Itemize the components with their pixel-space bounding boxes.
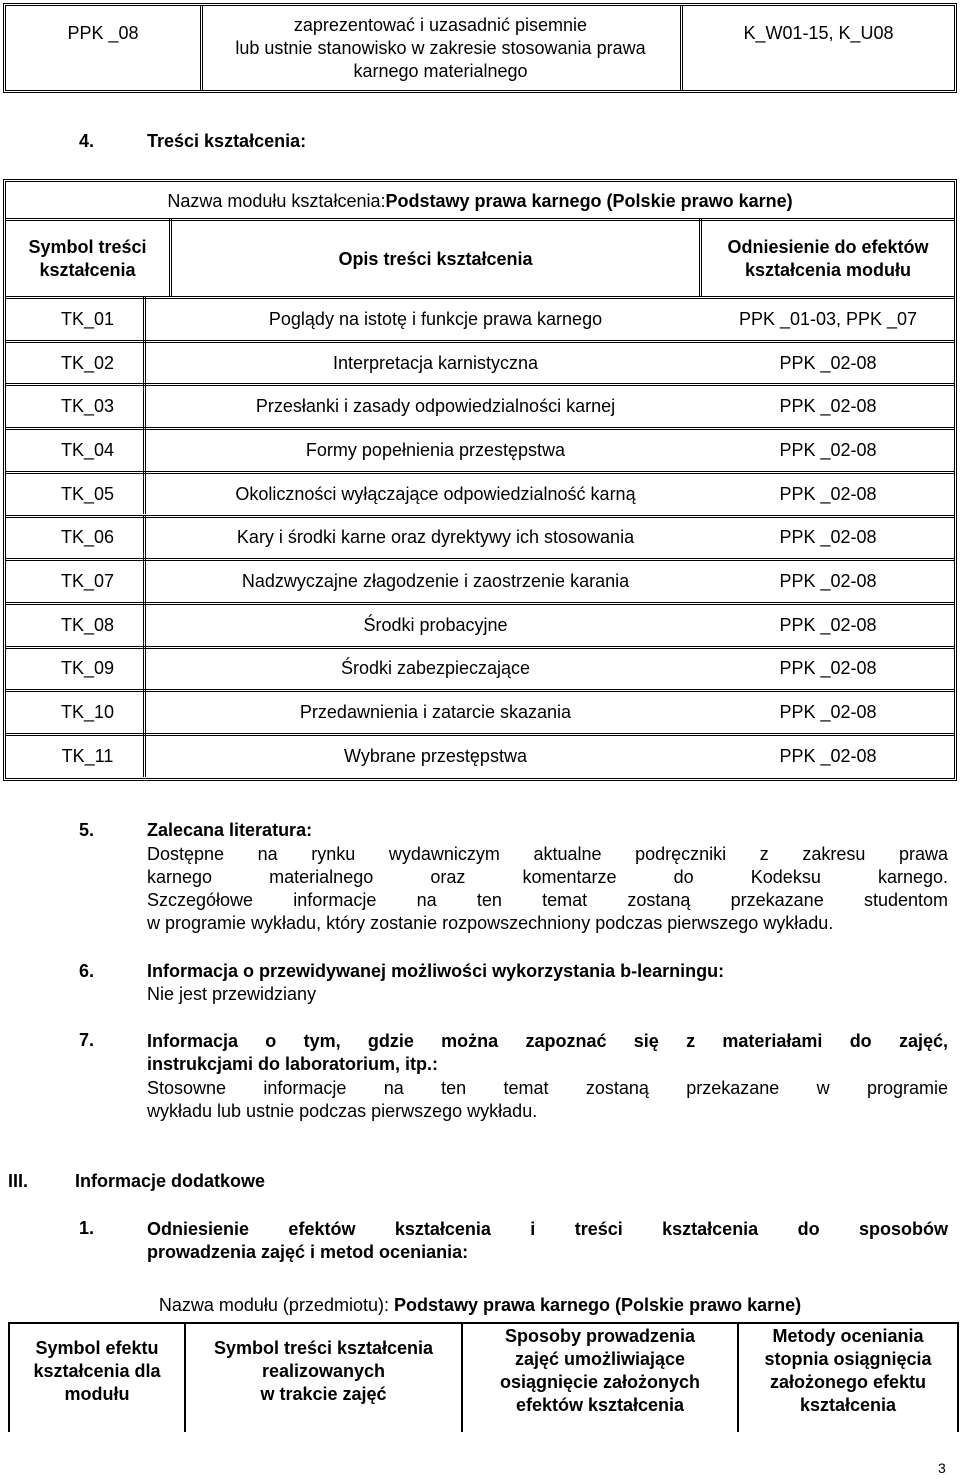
page-number: 3	[938, 1460, 946, 1476]
row-symbol: TK_05	[60, 483, 115, 504]
section-7-number: 7.	[79, 1030, 95, 1050]
row-reference: PPK _02-08	[779, 614, 877, 635]
bottom-module-name-row: Nazwa modułu (przedmiotu): Podstawy prawa karnego (Polskie prawo karne)	[158, 1295, 802, 1315]
outcome-description: zaprezentować i uzasadnić pisemnie lub ustnie stanowisko w zakresie stosowania prawa karnego materialnego	[235, 14, 646, 81]
section-7-title-line-1: Informacja o tym, gdzie można zapoznać się z materiałami do zajęć,	[147, 1031, 948, 1051]
row-reference: PPK _02-08	[779, 483, 877, 504]
row-reference: PPK _02-08	[779, 396, 877, 417]
module-contents-table	[3, 179, 957, 781]
section-7-body-line-2: wykładu lub ustnie podczas pierwszego wykładu.	[147, 1101, 538, 1121]
outcome-code: PPK _08	[67, 23, 139, 43]
row-symbol: TK_01	[60, 308, 115, 329]
header-reference: Odniesienie do efektów kształcenia modułu	[727, 237, 929, 280]
row-symbol: TK_10	[60, 702, 115, 723]
row-symbol: TK_07	[60, 571, 115, 592]
section-4-number: 4.	[79, 131, 95, 151]
row-description: Środki zabezpieczające	[340, 658, 531, 679]
section-6-number: 6.	[79, 961, 95, 981]
section-III-title: Informacje dodatkowe	[75, 1171, 266, 1191]
row-description: Przedawnienia i zatarcie skazania	[299, 702, 572, 723]
section-4-title: Treści kształcenia:	[147, 131, 307, 151]
row-description: Przesłanki i zasady odpowiedzialności karnej	[255, 396, 616, 417]
literature-line-1: Dostępne na rynku wydawniczym aktualne podręczniki z zakresu prawa	[147, 844, 948, 864]
row-symbol: TK_11	[61, 745, 114, 766]
section-6-body: Nie jest przewidziany	[147, 984, 317, 1004]
row-description: Okoliczności wyłączające odpowiedzialność karną	[235, 483, 636, 504]
subsection-1-title-line-1: Odniesienie efektów kształcenia i treści kształcenia do sposobów	[147, 1219, 948, 1239]
section-III-number: III.	[8, 1171, 29, 1191]
header-description: Opis treści kształcenia	[338, 248, 533, 269]
row-reference: PPK _02-08	[779, 702, 877, 723]
row-description: Wybrane przestępstwa	[344, 745, 527, 766]
row-reference: PPK _02-08	[779, 439, 877, 460]
row-symbol: TK_04	[60, 439, 115, 460]
row-reference: PPK _02-08	[779, 745, 877, 766]
row-reference: PPK _02-08	[779, 527, 877, 548]
literature-line-4: w programie wykładu, który zostanie rozpowszechniony podczas pierwszego wykładu.	[147, 913, 834, 933]
section-5-number: 5.	[79, 820, 95, 840]
row-description: Nadzwyczajne złagodzenie i zaostrzenie karania	[241, 571, 630, 592]
literature-line-2: karnego materialnego oraz komentarze do Kodeksu karnego.	[147, 867, 948, 887]
row-reference: PPK _01-03, PPK _07	[738, 308, 918, 329]
row-reference: PPK _02-08	[779, 571, 877, 592]
row-description: Poglądy na istotę i funkcje prawa karnego	[268, 308, 603, 329]
bottom-header-effect-symbol: Symbol efektu kształcenia dla modułu	[33, 1337, 161, 1404]
row-symbol: TK_09	[60, 658, 115, 679]
header-symbol: Symbol treści kształcenia	[28, 237, 147, 280]
section-5-title: Zalecana literatura:	[147, 820, 313, 840]
section-7-title-line-2: instrukcjami do laboratorium, itp.:	[147, 1054, 439, 1074]
row-symbol: TK_06	[60, 527, 115, 548]
section-7-body-line-1: Stosowne informacje na ten temat zostaną przekazane w programie	[147, 1078, 948, 1098]
row-symbol: TK_03	[60, 396, 115, 417]
bottom-header-content-symbol: Symbol treści kształcenia realizowanych w trakcie zajęć	[213, 1337, 434, 1404]
subsection-1-number: 1.	[79, 1218, 95, 1238]
row-description: Interpretacja karnistyczna	[332, 352, 539, 373]
row-description: Kary i środki karne oraz dyrektywy ich stosowania	[236, 527, 635, 548]
row-description: Formy popełnienia przestępstwa	[305, 439, 566, 460]
literature-line-3: Szczegółowe informacje na ten temat zostaną przekazane studentom	[147, 890, 948, 910]
section-6-title: Informacja o przewidywanej możliwości wykorzystania b-learningu:	[147, 961, 725, 981]
row-symbol: TK_08	[60, 614, 115, 635]
row-description: Środki probacyjne	[363, 614, 508, 635]
outcome-reference: K_W01-15, K_U08	[743, 23, 894, 43]
row-symbol: TK_02	[60, 352, 115, 373]
bottom-header-assessment-methods: Metody oceniania stopnia osiągnięcia założonego efektu kształcenia	[764, 1326, 932, 1415]
bottom-header-teaching-methods: Sposoby prowadzenia zajęć umożliwiające osiągnięcie założonych efektów kształcenia	[499, 1326, 701, 1415]
row-reference: PPK _02-08	[779, 352, 877, 373]
module-name-row: Nazwa modułu kształcenia: Podstawy prawa karnego (Polskie prawo karne)	[167, 190, 793, 211]
row-reference: PPK _02-08	[779, 658, 877, 679]
subsection-1-title-line-2: prowadzenia zajęć i metod oceniania:	[147, 1242, 469, 1262]
outcome-table	[3, 3, 957, 93]
